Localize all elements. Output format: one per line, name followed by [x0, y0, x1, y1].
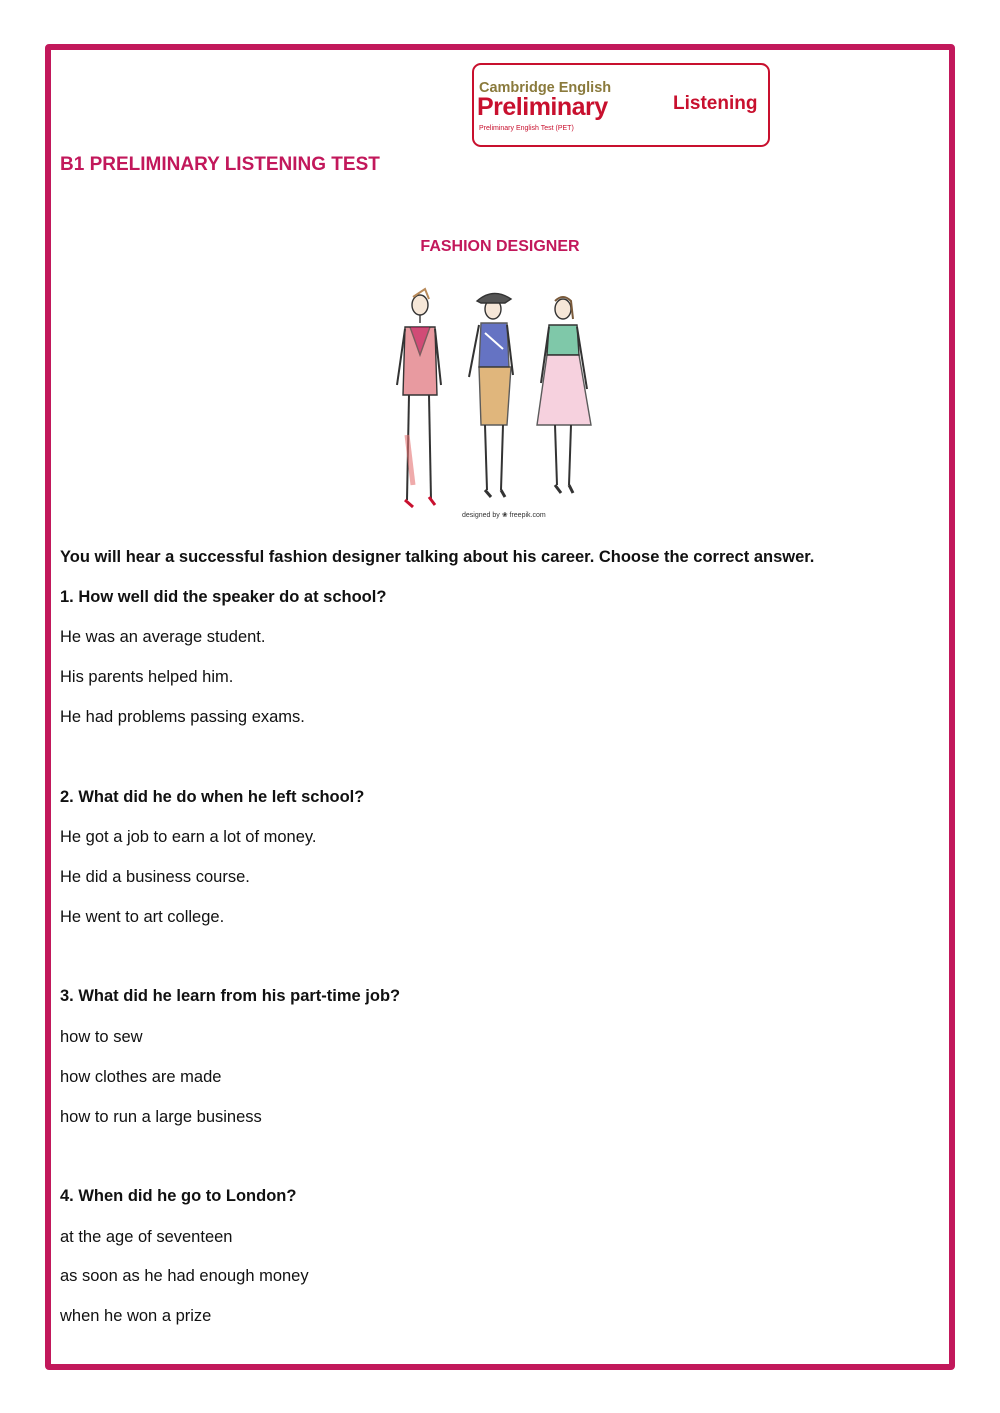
model-figure-left — [397, 289, 441, 507]
section-title: FASHION DESIGNER — [420, 238, 580, 255]
page-title: B1 PRELIMINARY LISTENING TEST — [60, 154, 380, 175]
fashion-models-illustration — [385, 285, 615, 525]
question-2-option-a[interactable]: He got a job to earn a lot of money. — [60, 828, 317, 846]
question-2-option-b[interactable]: He did a business course. — [60, 868, 250, 886]
question-4-option-c[interactable]: when he won a prize — [60, 1307, 212, 1325]
question-4: 4. When did he go to London? — [60, 1187, 297, 1205]
question-2-option-c[interactable]: He went to art college. — [60, 908, 225, 926]
question-4-option-a[interactable]: at the age of seventeen — [60, 1228, 233, 1246]
logo-skill: Listening — [673, 93, 758, 114]
question-3-option-c[interactable]: how to run a large business — [60, 1108, 262, 1126]
image-credit: designed by ❀ freepik.com — [462, 512, 546, 519]
question-1-option-b[interactable]: His parents helped him. — [60, 668, 234, 686]
question-1: 1. How well did the speaker do at school? — [60, 588, 387, 606]
question-3: 3. What did he learn from his part-time job? — [60, 987, 401, 1005]
question-2: 2. What did he do when he left school? — [60, 788, 365, 806]
question-3-option-a[interactable]: how to sew — [60, 1028, 143, 1046]
question-1-option-c[interactable]: He had problems passing exams. — [60, 708, 305, 726]
question-4-option-b[interactable]: as soon as he had enough money — [60, 1267, 309, 1285]
logo-product: Preliminary — [477, 93, 608, 121]
question-3-option-b[interactable]: how clothes are made — [60, 1068, 222, 1086]
logo-subtitle: Preliminary English Test (PET) — [479, 125, 574, 132]
question-1-option-a[interactable]: He was an average student. — [60, 628, 266, 646]
model-figure-right — [537, 297, 591, 493]
model-figure-middle — [469, 293, 513, 497]
instructions: You will hear a successful fashion designer talking about his career. Choose the correct answer. — [60, 548, 815, 566]
cambridge-logo — [472, 63, 770, 147]
logo-brand: Cambridge English — [479, 80, 612, 96]
